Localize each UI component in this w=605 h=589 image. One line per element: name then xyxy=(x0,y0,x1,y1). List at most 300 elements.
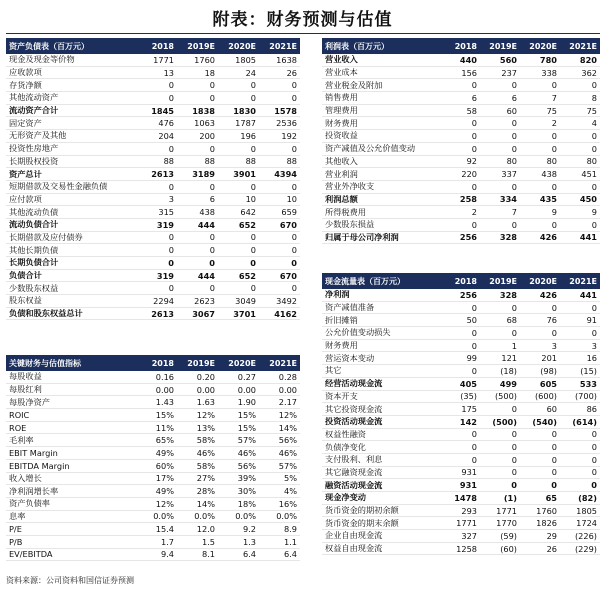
row-value: 1.5 xyxy=(201,536,215,547)
row-label: 长期负债合计 xyxy=(9,257,59,268)
row-label: 负债合计 xyxy=(9,270,42,281)
table-row xyxy=(6,473,300,486)
table-row xyxy=(322,505,600,518)
row-value: 438 xyxy=(541,169,557,180)
row-value: 0 xyxy=(471,219,477,230)
row-value: 652 xyxy=(238,219,256,230)
row-value: 1063 xyxy=(194,118,215,129)
row-value: 315 xyxy=(158,207,174,218)
row-value: 0 xyxy=(291,143,297,154)
year-header: 2019E xyxy=(489,41,517,51)
row-value: 319 xyxy=(156,270,174,281)
year-header: 2021E xyxy=(269,358,297,368)
table-row xyxy=(6,523,300,536)
row-label: 其他流动负债 xyxy=(9,206,59,217)
row-value: 327 xyxy=(461,530,477,541)
year-header: 2020E xyxy=(529,276,557,286)
row-label: 投资活动现金流 xyxy=(325,416,383,427)
row-value: 0.28 xyxy=(278,371,297,382)
table-row xyxy=(322,530,600,543)
page-title: 附表：财务预测与估值 xyxy=(212,10,393,30)
row-value: 0 xyxy=(551,442,557,453)
row-value: 12.0 xyxy=(196,524,215,535)
table-row xyxy=(6,79,300,92)
row-value: 0 xyxy=(511,118,517,129)
row-value: 1805 xyxy=(235,54,256,65)
row-value: 0 xyxy=(471,80,477,91)
row-value: 258 xyxy=(459,194,477,205)
row-label: 货币资金的期末余额 xyxy=(325,517,399,528)
key-indicators-table xyxy=(6,355,300,561)
row-label: 权益性融资 xyxy=(325,428,366,439)
row-value: 24 xyxy=(245,67,256,78)
table-row xyxy=(6,422,300,435)
row-label: 投资性房地产 xyxy=(9,143,59,154)
table-row xyxy=(322,194,600,207)
row-value: (15) xyxy=(580,365,597,376)
row-value: 780 xyxy=(539,54,557,65)
row-value: 0 xyxy=(471,327,477,338)
table-row xyxy=(6,143,300,156)
row-value: 450 xyxy=(579,194,597,205)
table-row xyxy=(322,340,600,353)
row-value: 15% xyxy=(237,422,256,433)
table-row xyxy=(6,206,300,219)
row-value: 237 xyxy=(501,67,517,78)
table-row xyxy=(322,143,600,156)
row-value: 9.2 xyxy=(242,524,256,535)
table-row xyxy=(6,282,300,295)
row-value: 0.27 xyxy=(237,371,256,382)
row-value: 670 xyxy=(279,270,297,281)
row-value: (700) xyxy=(574,391,597,402)
table-row xyxy=(6,117,300,130)
row-label: 净利润 xyxy=(325,289,350,300)
row-value: 3492 xyxy=(276,295,297,306)
row-value: 0 xyxy=(591,302,597,313)
row-value: 560 xyxy=(499,54,517,65)
row-value: 1.3 xyxy=(242,536,256,547)
table-row xyxy=(322,54,600,67)
row-value: 256 xyxy=(459,232,477,243)
row-value: 0 xyxy=(551,219,557,230)
row-value: 14% xyxy=(278,422,297,433)
row-value: 3 xyxy=(168,194,174,205)
table-row xyxy=(322,232,600,245)
row-value: 0.16 xyxy=(155,371,174,382)
row-value: 1805 xyxy=(576,505,597,516)
row-value: 1845 xyxy=(151,105,174,116)
row-value: (614) xyxy=(572,416,597,427)
row-value: 0 xyxy=(511,480,517,491)
row-value: 670 xyxy=(279,219,297,230)
row-value: 0 xyxy=(471,429,477,440)
year-header: 2019E xyxy=(489,276,517,286)
table-title: 利润表（百万元） xyxy=(325,41,389,51)
row-value: 4394 xyxy=(274,169,297,180)
row-value: 0 xyxy=(591,454,597,465)
row-label: ROE xyxy=(9,422,27,433)
row-value: 0 xyxy=(168,283,174,294)
row-value: 1724 xyxy=(576,518,597,529)
row-label: 企业自由现金流 xyxy=(325,530,383,541)
row-value: 0 xyxy=(471,118,477,129)
year-header: 2020E xyxy=(228,41,256,51)
row-value: 1638 xyxy=(276,54,297,65)
row-value: 3189 xyxy=(192,169,215,180)
row-value: 533 xyxy=(579,378,597,389)
row-label: P/E xyxy=(9,524,22,535)
row-value: 0 xyxy=(551,302,557,313)
row-value: 0 xyxy=(209,181,215,192)
row-value: 0 xyxy=(250,257,256,268)
row-value: 12% xyxy=(155,498,174,509)
row-value: 0.0% xyxy=(235,511,256,522)
row-value: 1838 xyxy=(192,105,215,116)
table-row xyxy=(322,79,600,92)
table-row xyxy=(6,54,300,67)
row-value: 0 xyxy=(168,92,174,103)
table-row xyxy=(322,105,600,118)
row-value: 0 xyxy=(591,219,597,230)
row-value: 1771 xyxy=(496,505,517,516)
table-row xyxy=(6,434,300,447)
row-value: 0.0% xyxy=(194,511,215,522)
table-row xyxy=(6,194,300,207)
table-row xyxy=(322,391,600,404)
row-value: 338 xyxy=(541,67,557,78)
row-label: 归属于母公司净利润 xyxy=(325,231,399,242)
row-label: 资产总计 xyxy=(9,168,42,179)
row-value: 0 xyxy=(291,232,297,243)
row-value: 86 xyxy=(586,404,597,415)
row-value: 57% xyxy=(278,460,297,471)
row-value: 0.20 xyxy=(196,371,215,382)
row-value: 0 xyxy=(209,232,215,243)
row-value: 0 xyxy=(168,245,174,256)
row-value: 15.4 xyxy=(155,524,174,535)
table-row xyxy=(322,289,600,302)
row-value: 1478 xyxy=(454,492,477,503)
row-value: 3067 xyxy=(192,308,215,319)
row-value: 56% xyxy=(237,460,256,471)
table-row xyxy=(6,168,300,181)
row-value: 60% xyxy=(155,460,174,471)
row-value: 0 xyxy=(168,257,174,268)
row-value: 0 xyxy=(511,130,517,141)
row-label: 其他流动资产 xyxy=(9,92,59,103)
table-row xyxy=(6,485,300,498)
row-label: 财务费用 xyxy=(325,340,358,351)
row-value: 4% xyxy=(284,486,297,497)
row-value: 2536 xyxy=(276,118,297,129)
row-value: 3 xyxy=(551,340,557,351)
year-header: 2018 xyxy=(151,41,174,51)
row-value: 0 xyxy=(511,219,517,230)
table-row xyxy=(6,270,300,283)
row-label: 少数股东损益 xyxy=(325,219,375,230)
row-value: 0 xyxy=(209,283,215,294)
row-value: 2294 xyxy=(153,295,174,306)
row-label: 营业成本 xyxy=(325,67,358,78)
income-statement-table xyxy=(322,38,600,244)
row-value: 88 xyxy=(163,156,174,167)
row-value: 46% xyxy=(278,447,297,458)
row-value: 0 xyxy=(291,181,297,192)
row-label: 所得税费用 xyxy=(325,206,366,217)
row-value: 0 xyxy=(209,92,215,103)
row-value: 58% xyxy=(196,435,215,446)
row-value: 444 xyxy=(197,219,215,230)
row-value: 75 xyxy=(586,105,597,116)
row-label: 负债净变化 xyxy=(325,441,366,452)
row-value: 0 xyxy=(591,429,597,440)
row-value: 8.1 xyxy=(201,549,215,560)
row-value: 0 xyxy=(591,442,597,453)
row-value: 12% xyxy=(196,409,215,420)
source-note: 资料来源：公司资料和国信证券预测 xyxy=(6,576,134,585)
year-header: 2018 xyxy=(151,358,174,368)
row-value: 652 xyxy=(238,270,256,281)
row-value: 0.00 xyxy=(237,384,256,395)
row-value: 1578 xyxy=(274,105,297,116)
row-value: 0 xyxy=(591,181,597,192)
row-label: 现金及现金等价物 xyxy=(9,54,75,65)
row-value: 451 xyxy=(581,169,597,180)
table-row xyxy=(322,314,600,327)
row-value: 3 xyxy=(591,340,597,351)
year-header: 2020E xyxy=(529,41,557,51)
row-value: 659 xyxy=(281,207,297,218)
row-label: 财务费用 xyxy=(325,117,358,128)
balance-sheet-table xyxy=(6,38,300,320)
row-value: 121 xyxy=(501,353,517,364)
row-value: 0 xyxy=(291,92,297,103)
table-row xyxy=(322,117,600,130)
row-label: 现金净变动 xyxy=(325,492,366,503)
row-value: (59) xyxy=(500,530,517,541)
table-row xyxy=(322,492,600,505)
row-value: 0 xyxy=(471,181,477,192)
row-value: 0 xyxy=(168,232,174,243)
row-label: 短期借款及交易性金融负债 xyxy=(9,181,108,192)
table-row xyxy=(6,511,300,524)
row-value: 1 xyxy=(511,340,517,351)
row-value: 65 xyxy=(545,492,557,503)
year-header: 2021E xyxy=(569,41,597,51)
row-value: 201 xyxy=(541,353,557,364)
row-value: 3701 xyxy=(233,308,256,319)
cash-flow-table xyxy=(322,273,600,555)
year-header: 2019E xyxy=(187,41,215,51)
row-value: 49% xyxy=(155,486,174,497)
row-value: 1771 xyxy=(153,54,174,65)
row-value: 1.43 xyxy=(155,397,174,408)
row-value: 0 xyxy=(471,442,477,453)
row-label: 股东权益 xyxy=(9,295,42,306)
row-value: 0 xyxy=(511,429,517,440)
table-row xyxy=(322,441,600,454)
row-label: 资产负债率 xyxy=(9,498,50,509)
row-value: 931 xyxy=(459,480,477,491)
row-value: 0 xyxy=(471,143,477,154)
row-value: 1771 xyxy=(456,518,477,529)
table-row xyxy=(322,479,600,492)
row-value: 11% xyxy=(155,422,174,433)
row-value: 13 xyxy=(163,67,174,78)
row-value: 39% xyxy=(237,473,256,484)
row-label: 营业外净收支 xyxy=(325,181,375,192)
row-label: EBITDA Margin xyxy=(9,460,70,471)
row-value: 0 xyxy=(591,143,597,154)
row-value: (18) xyxy=(500,365,517,376)
row-value: 441 xyxy=(579,289,597,300)
row-value: 0 xyxy=(551,467,557,478)
row-label: 毛利率 xyxy=(9,434,34,445)
row-value: 444 xyxy=(197,270,215,281)
row-label: P/B xyxy=(9,536,23,547)
row-value: 605 xyxy=(539,378,557,389)
row-label: 其他长期负债 xyxy=(9,244,59,255)
table-row xyxy=(322,352,600,365)
row-value: 156 xyxy=(461,67,477,78)
row-value: 18 xyxy=(204,67,215,78)
row-value: 6.4 xyxy=(242,549,256,560)
row-value: 0 xyxy=(591,467,597,478)
row-value: (82) xyxy=(578,492,597,503)
row-value: 435 xyxy=(539,194,557,205)
table-row xyxy=(6,219,300,232)
table-row xyxy=(322,130,600,143)
row-value: 12% xyxy=(278,409,297,420)
table-row xyxy=(6,447,300,460)
row-value: 0 xyxy=(511,327,517,338)
row-value: 49% xyxy=(155,447,174,458)
row-value: 0 xyxy=(551,429,557,440)
table-title: 资产负债表（百万元） xyxy=(9,41,89,51)
row-value: 0 xyxy=(291,283,297,294)
row-value: 10 xyxy=(245,194,256,205)
row-value: 1.1 xyxy=(283,536,297,547)
row-value: 6 xyxy=(209,194,215,205)
row-value: 1770 xyxy=(496,518,517,529)
row-label: 营业税金及附加 xyxy=(325,79,383,90)
row-value: (500) xyxy=(492,416,517,427)
row-value: 5% xyxy=(284,473,297,484)
row-value: 328 xyxy=(499,289,517,300)
row-label: 利润总额 xyxy=(325,193,358,204)
table-row xyxy=(322,467,600,480)
row-value: (60) xyxy=(500,543,517,554)
row-label: 投资收益 xyxy=(325,130,358,141)
row-value: 0 xyxy=(551,181,557,192)
row-value: 14% xyxy=(196,498,215,509)
row-label: 营运资本变动 xyxy=(325,352,375,363)
table-row xyxy=(322,219,600,232)
row-value: 426 xyxy=(539,232,557,243)
row-value: 8.9 xyxy=(283,524,297,535)
row-value: 820 xyxy=(579,54,597,65)
row-label: 每股净资产 xyxy=(9,396,50,407)
row-value: 0 xyxy=(209,245,215,256)
row-value: 0 xyxy=(209,257,215,268)
row-value: 142 xyxy=(459,416,477,427)
row-value: 0 xyxy=(551,80,557,91)
table-row xyxy=(6,181,300,194)
year-header: 2019E xyxy=(187,358,215,368)
row-value: 0 xyxy=(511,302,517,313)
row-label: 应付款项 xyxy=(9,193,42,204)
row-label: 长期借款及应付债券 xyxy=(9,231,83,242)
table-header xyxy=(322,38,600,54)
row-value: 8 xyxy=(591,92,597,103)
row-label: 资本开支 xyxy=(325,390,358,401)
row-value: 0 xyxy=(168,80,174,91)
row-value: 92 xyxy=(466,156,477,167)
row-value: 0 xyxy=(511,404,517,415)
row-value: 192 xyxy=(281,130,297,141)
table-row xyxy=(6,536,300,549)
row-value: 196 xyxy=(240,130,256,141)
row-label: 无形资产及其他 xyxy=(9,130,67,141)
row-value: 200 xyxy=(199,130,215,141)
row-value: 0 xyxy=(209,143,215,154)
table-row xyxy=(322,168,600,181)
row-value: 99 xyxy=(466,353,477,364)
row-label: 经营活动现金流 xyxy=(325,378,383,389)
table-header xyxy=(6,355,300,371)
row-label: 少数股东权益 xyxy=(9,282,59,293)
table-row xyxy=(322,67,600,80)
row-value: 65% xyxy=(155,435,174,446)
row-value: 7 xyxy=(511,207,517,218)
row-value: 1258 xyxy=(456,543,477,554)
row-value: 499 xyxy=(499,378,517,389)
row-label: 每股收益 xyxy=(9,371,42,382)
table-row xyxy=(322,454,600,467)
row-value: 0 xyxy=(551,143,557,154)
row-label: 流动负债合计 xyxy=(9,219,59,230)
row-value: 75 xyxy=(546,105,557,116)
row-value: 9.4 xyxy=(160,549,174,560)
row-label: 应收款项 xyxy=(9,67,42,78)
row-value: 60 xyxy=(546,404,557,415)
row-value: 50 xyxy=(466,315,477,326)
row-value: 6 xyxy=(471,92,477,103)
row-label: 负债和股东权益总计 xyxy=(9,308,83,319)
table-row xyxy=(6,92,300,105)
year-header: 2021E xyxy=(569,276,597,286)
row-value: 1760 xyxy=(536,505,557,516)
table-header xyxy=(6,38,300,54)
row-value: 0 xyxy=(511,181,517,192)
row-value: 2 xyxy=(551,118,557,129)
table-row xyxy=(322,92,600,105)
row-value: (226) xyxy=(574,530,597,541)
row-value: 1787 xyxy=(235,118,256,129)
row-label: 融资活动现金流 xyxy=(325,479,383,490)
row-value: 204 xyxy=(158,130,174,141)
row-value: 30% xyxy=(237,486,256,497)
row-value: 16% xyxy=(278,498,297,509)
row-value: 0 xyxy=(471,365,477,376)
table-row xyxy=(322,517,600,530)
row-value: 0 xyxy=(551,454,557,465)
row-value: 15% xyxy=(237,409,256,420)
row-value: 56% xyxy=(278,435,297,446)
row-value: 88 xyxy=(286,156,297,167)
row-label: 其它 xyxy=(325,365,342,376)
